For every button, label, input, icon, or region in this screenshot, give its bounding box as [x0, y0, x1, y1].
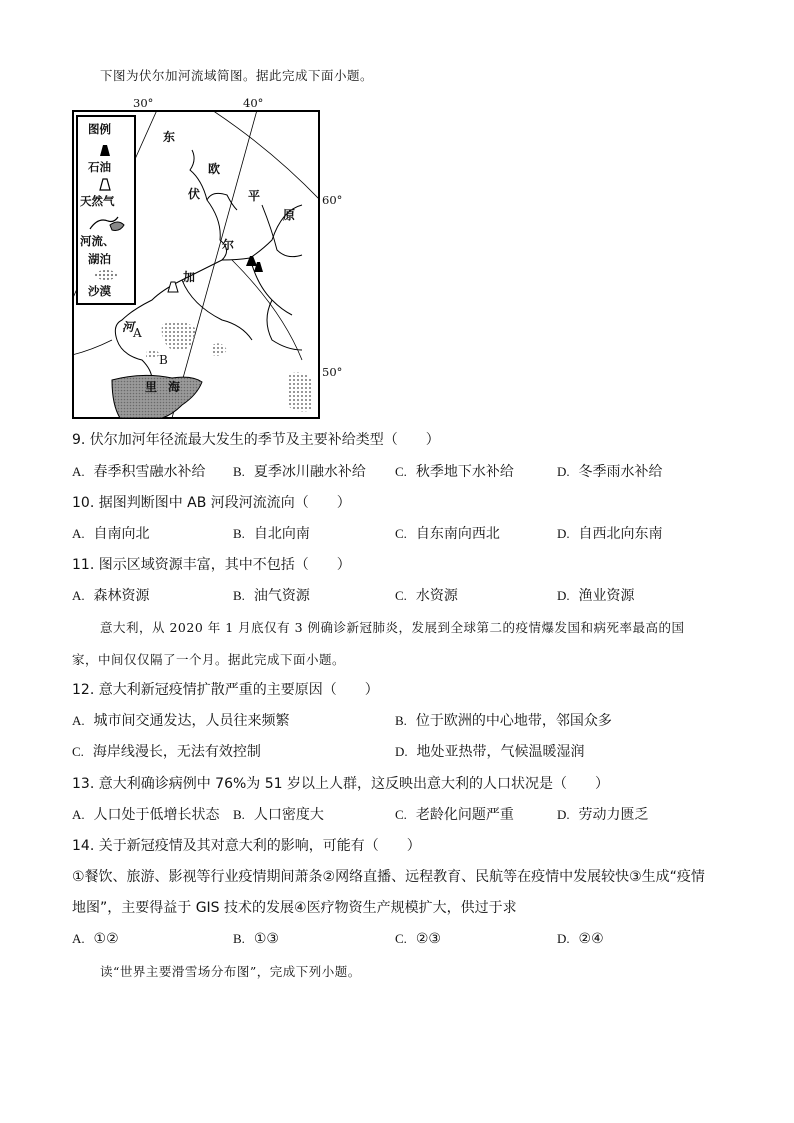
q11-option-b[interactable]: B. 油气资源 [233, 588, 310, 604]
map-label-li: 里 [145, 380, 158, 394]
question-11-stem: 11. 图示区域资源丰富，其中不包括（ ） [72, 557, 351, 573]
q13-option-b[interactable]: B. 人口密度大 [233, 807, 324, 823]
map-label-he: 河 [122, 320, 135, 334]
map-label-hai: 海 [168, 380, 181, 394]
longitude-label-30: 30° [133, 96, 154, 110]
q14-option-a[interactable]: A. ①② [72, 931, 119, 947]
map-label-a: A [133, 326, 142, 340]
q9-option-a[interactable]: A. 春季积雪融水补给 [72, 464, 206, 480]
q12-option-a[interactable]: A. 城市间交通发达，人员往来频繁 [72, 713, 290, 729]
q14-option-b[interactable]: B. ①③ [233, 931, 279, 947]
q13-option-c[interactable]: C. 老龄化问题严重 [395, 807, 514, 823]
q14-statements-line2: 地图”，主要得益于 GIS 技术的发展④医疗物资生产规模扩大，供过于求 [72, 900, 517, 916]
legend-river: 河流、 [80, 234, 115, 248]
legend-oil: 石油 [88, 160, 111, 174]
q10-option-b[interactable]: B. 自北向南 [233, 526, 310, 542]
map-label-jia: 加 [183, 270, 196, 284]
legend-gas: 天然气 [80, 194, 115, 208]
intro-text-3: 读“世界主要滑雪场分布图”，完成下列小题。 [100, 964, 361, 979]
q10-option-a[interactable]: A. 自南向北 [72, 526, 150, 542]
q12-option-d[interactable]: D. 地处亚热带，气候温暖湿润 [395, 744, 585, 760]
gas-icon [98, 177, 112, 191]
question-13-stem: 13. 意大利确诊病例中 76%为 51 岁以上人群，这反映出意大利的人口状况是（ ） [72, 776, 609, 792]
map-label-er: 尔 [222, 238, 235, 252]
intro-text-2-line1: 意大利，从 2020 年 1 月底仅有 3 例确诊新冠肺炎，发展到全球第二的疫情爆发国和病死率最高的国 [100, 620, 685, 635]
question-9-stem: 9. 伏尔加河年径流最大发生的季节及主要补给类型（ ） [72, 432, 440, 448]
longitude-label-40: 40° [243, 96, 264, 110]
oil-icon [98, 143, 112, 157]
q12-option-b[interactable]: B. 位于欧洲的中心地带，邻国众多 [395, 713, 612, 729]
question-10-stem: 10. 据图判断图中 AB 河段河流流向（ ） [72, 495, 351, 511]
q12-option-c[interactable]: C. 海岸线漫长，无法有效控制 [72, 744, 261, 760]
river-lake-icon [88, 213, 126, 233]
intro-text-2-line2: 家，中间仅仅隔了一个月。据此完成下面小题。 [72, 652, 346, 667]
q14-option-c[interactable]: C. ②③ [395, 931, 441, 947]
q13-option-d[interactable]: D. 劳动力匮乏 [557, 807, 649, 823]
q14-option-d[interactable]: D. ②④ [557, 931, 604, 947]
legend-desert: 沙漠 [88, 284, 111, 298]
legend-title: 图例 [88, 122, 111, 136]
latitude-label-60: 60° [322, 193, 343, 207]
question-12-stem: 12. 意大利新冠疫情扩散严重的主要原因（ ） [72, 682, 379, 698]
map-label-fu: 伏 [188, 187, 201, 201]
legend-lake: 湖泊 [88, 252, 111, 266]
q11-option-d[interactable]: D. 渔业资源 [557, 588, 635, 604]
latitude-label-50: 50° [322, 365, 343, 379]
map-label-yuan: 原 [283, 208, 296, 222]
q10-option-d[interactable]: D. 自西北向东南 [557, 526, 663, 542]
q9-option-c[interactable]: C. 秋季地下水补给 [395, 464, 514, 480]
q9-option-b[interactable]: B. 夏季冰川融水补给 [233, 464, 366, 480]
desert-icon [94, 269, 118, 281]
intro-text-1: 下图为伏尔加河流域简图。据此完成下面小题。 [100, 68, 374, 83]
q10-option-c[interactable]: C. 自东南向西北 [395, 526, 500, 542]
map-label-ou: 欧 [208, 162, 221, 176]
q13-option-a[interactable]: A. 人口处于低增长状态 [72, 807, 220, 823]
question-14-stem: 14. 关于新冠疫情及其对意大利的影响，可能有（ ） [72, 838, 421, 854]
map-label-ping: 平 [248, 189, 261, 203]
map-label-dong: 东 [163, 130, 176, 144]
q14-statements-line1: ①餐饮、旅游、影视等行业疫情期间萧条②网络直播、远程教育、民航等在疫情中发展较快③生成“疫情 [72, 869, 705, 885]
map-label-b: B [159, 353, 168, 367]
q11-option-c[interactable]: C. 水资源 [395, 588, 458, 604]
q9-option-d[interactable]: D. 冬季雨水补给 [557, 464, 663, 480]
map-legend [76, 115, 136, 305]
q11-option-a[interactable]: A. 森林资源 [72, 588, 150, 604]
